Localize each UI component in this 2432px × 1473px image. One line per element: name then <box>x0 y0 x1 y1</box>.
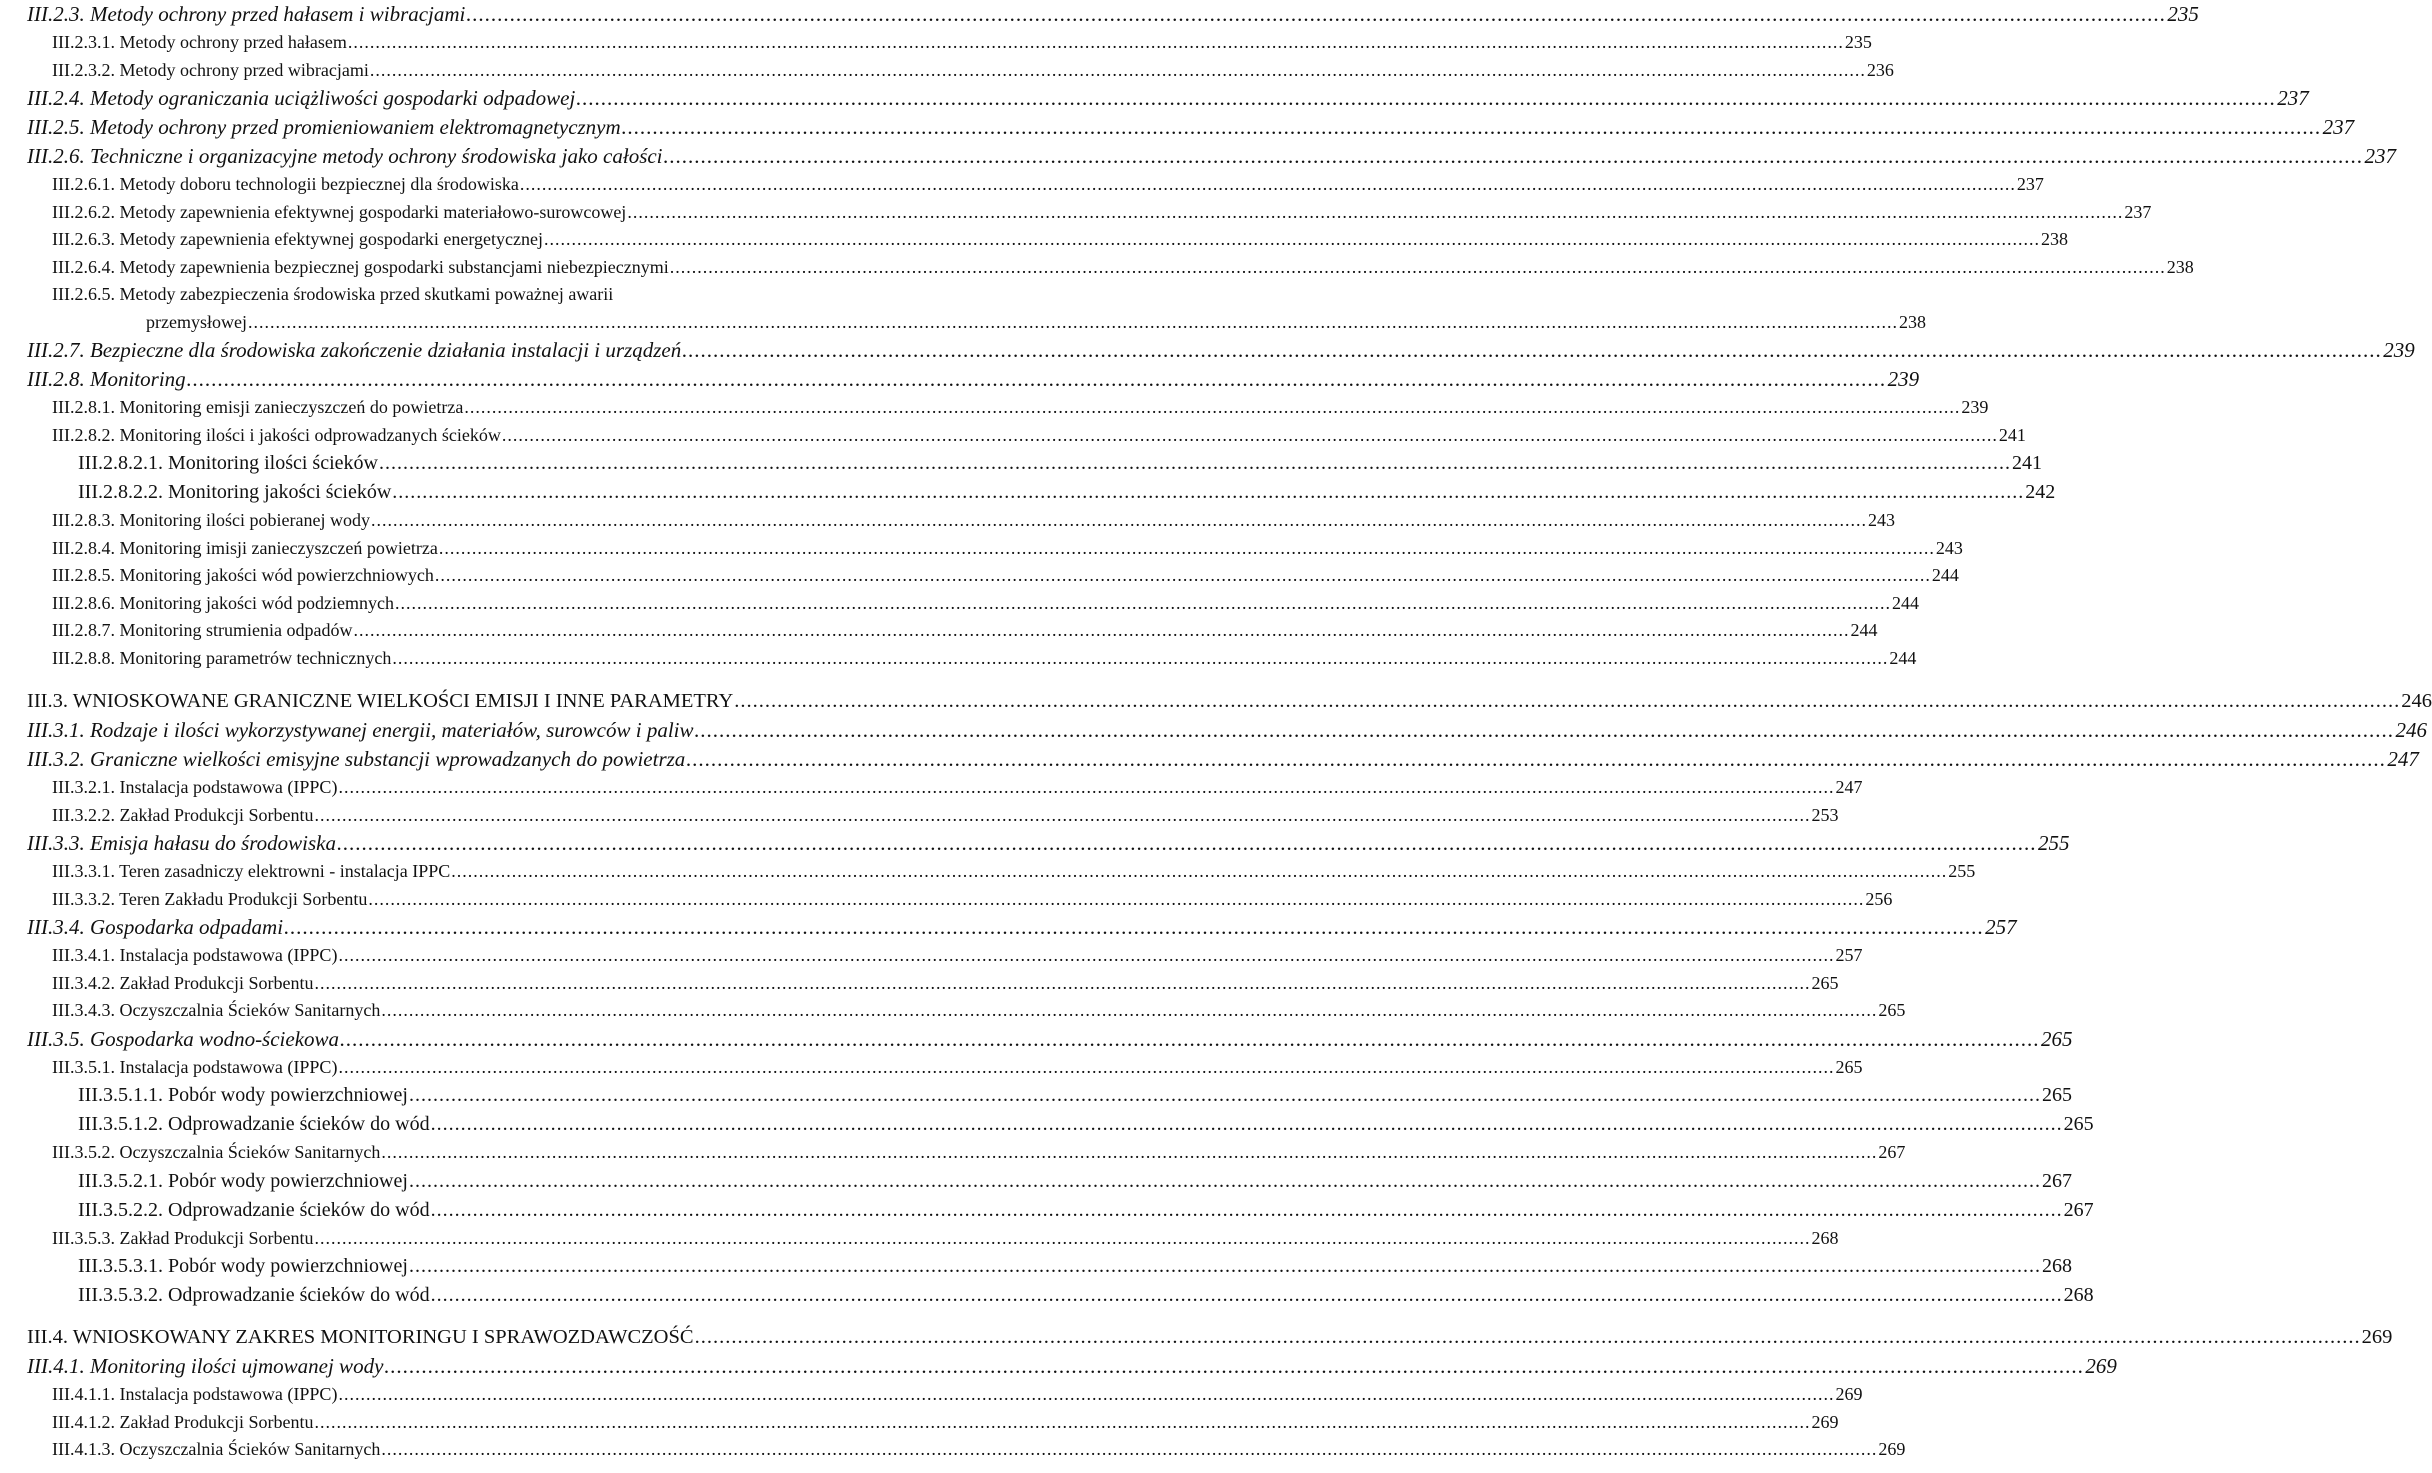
toc-leader-dots <box>395 590 1891 618</box>
toc-entry[interactable] <box>27 84 2309 113</box>
toc-page-number: 241 <box>2011 452 2042 474</box>
toc-page-number: 235 <box>2167 2 2199 26</box>
toc-leader-dots <box>435 562 1931 590</box>
toc-entry-title: III.2.6. Techniczne i organizacyjne metody ochrony środowiska jako całości <box>27 144 663 168</box>
toc-leader-dots <box>314 802 1810 830</box>
toc-entry[interactable] <box>27 1139 1906 1167</box>
toc-leader-dots <box>379 449 2011 478</box>
toc-entry[interactable] <box>27 1381 1863 1409</box>
toc-page-number: 241 <box>1998 424 2026 445</box>
toc-leader-dots <box>431 1281 2063 1310</box>
toc-entry-title: III.4. WNIOSKOWANY ZAKRES MONITORINGU I SPRAWOZDAWCZOŚĆ <box>27 1326 694 1348</box>
toc-leader-dots <box>686 745 2386 774</box>
toc-entry-title: III.2.6.3. Metody zapewnienia efektywnej gospodarki energetycznej <box>52 229 543 249</box>
toc-page-number: 269 <box>2085 1354 2117 1378</box>
toc-entry[interactable] <box>27 970 1839 998</box>
toc-page-number: 269 <box>1835 1384 1863 1404</box>
toc-page-number: 244 <box>1931 565 1959 585</box>
toc-page-number: 265 <box>1835 1056 1863 1077</box>
toc-leader-dots <box>381 997 1877 1025</box>
toc-page-number: 256 <box>1865 888 1893 909</box>
toc-entry[interactable] <box>27 645 1917 673</box>
toc-entry-title: III.2.6.1. Metody doboru technologii bezpiecznej dla środowiska <box>52 174 519 194</box>
toc-entry-title: III.2.8.2. Monitoring ilości i jakości odprowadzanych ścieków <box>52 424 501 445</box>
toc-page-number: 238 <box>2166 256 2194 277</box>
toc-leader-dots <box>466 0 2166 29</box>
toc-entry-title: III.2.6.4. Metody zapewnienia bezpiecznej gospodarki substancjami niebezpiecznymi <box>52 256 669 277</box>
toc-entry-title: III.2.3.2. Metody ochrony przed wibracjami <box>52 59 369 80</box>
toc-entry-title: III.2.8. Monitoring <box>27 367 186 391</box>
toc-entry[interactable] <box>27 802 1839 830</box>
toc-page-number: 268 <box>1811 1227 1839 1248</box>
toc-entry-title: III.3.4.3. Oczyszczalnia Ścieków Sanitarnych <box>52 1000 381 1020</box>
toc-page-number: 247 <box>1835 777 1863 797</box>
toc-entry-title: III.3.4.1. Instalacja podstawowa (IPPC) <box>52 945 338 965</box>
toc-entry[interactable] <box>27 365 1920 394</box>
toc-entry[interactable] <box>27 281 1926 336</box>
toc-leader-dots <box>284 913 1984 942</box>
toc-page-number: 243 <box>1935 537 1963 558</box>
toc-leader-dots <box>392 645 1888 673</box>
toc-page-number: 244 <box>1891 592 1919 613</box>
toc-leader-dots <box>502 422 1998 450</box>
toc-entry[interactable] <box>27 829 2070 858</box>
toc-leader-dots <box>381 1436 1877 1464</box>
toc-entry-title: III.3.3.2. Teren Zakładu Produkcji Sorbentu <box>52 888 368 909</box>
toc-leader-dots <box>340 1025 2040 1054</box>
toc-entry-title: III.3.3. Emisja hałasu do środowiska <box>27 831 336 855</box>
toc-entry[interactable] <box>27 1025 2073 1054</box>
toc-leader-dots <box>439 535 1935 563</box>
toc-entry-title: III.3.5.1.2. Odprowadzanie ścieków do wód <box>78 1113 430 1135</box>
toc-leader-dots <box>464 394 1960 422</box>
toc-page-number: 265 <box>2041 1026 2073 1051</box>
toc-page-number: 257 <box>1835 945 1863 965</box>
section-gap <box>27 672 953 686</box>
toc-entry[interactable] <box>27 1436 1906 1464</box>
toc-entry[interactable] <box>27 1322 2393 1352</box>
toc-entry-title: III.2.3.1. Metody ochrony przed hałasem <box>52 32 347 52</box>
toc-entry[interactable] <box>27 1167 2072 1196</box>
toc-page-number: 235 <box>1844 32 1872 52</box>
toc-page-number: 242 <box>2025 481 2056 503</box>
toc-entry[interactable] <box>27 590 1919 618</box>
toc-entry[interactable] <box>27 1081 2072 1110</box>
toc-leader-dots <box>520 171 2016 199</box>
toc-entry-title: III.3.5.1.1. Pobór wody powierzchniowej <box>78 1084 408 1106</box>
toc-entry-title: III.3.1. Rodzaje i ilości wykorzystywanej energii, materiałów, surowców i paliw <box>27 718 694 742</box>
toc-page-number: 257 <box>1985 915 2017 939</box>
toc-entry-title: III.2.8.8. Monitoring parametrów technicznych <box>52 647 392 668</box>
toc-entry[interactable] <box>27 226 2068 254</box>
toc-leader-dots <box>384 1352 2084 1381</box>
toc-leader-dots <box>338 1381 1834 1409</box>
toc-entry-title: III.3.5. Gospodarka wodno-ściekowa <box>27 1026 340 1051</box>
toc-page-number: 265 <box>2063 1113 2094 1135</box>
toc-entry[interactable] <box>27 1110 2094 1139</box>
toc-entry[interactable] <box>27 478 2056 507</box>
toc-entry-title: III.4.1. Monitoring ilości ujmowanej wody <box>27 1354 384 1378</box>
toc-page-number: 269 <box>1811 1411 1839 1432</box>
toc-entry-title: III.2.3. Metody ochrony przed hałasem i wibracjami <box>27 2 466 26</box>
toc-entry-title: III.2.4. Metody ograniczania uciążliwości gospodarki odpadowej <box>27 86 576 110</box>
toc-page-number: 247 <box>2387 747 2419 771</box>
toc-page-number: 269 <box>2361 1326 2393 1348</box>
toc-leader-dots <box>576 84 2276 113</box>
toc-entry[interactable] <box>27 1409 1839 1437</box>
toc-entry[interactable] <box>27 562 1959 590</box>
toc-leader-dots <box>314 1409 1810 1437</box>
toc-page-number: 268 <box>2063 1284 2094 1306</box>
toc-leader-dots <box>622 113 2322 142</box>
toc-page-number: 238 <box>2040 229 2068 249</box>
toc-page-number: 239 <box>2383 338 2415 362</box>
toc-entry[interactable] <box>27 1225 1839 1253</box>
toc-leader-dots <box>544 226 2040 254</box>
toc-entry[interactable] <box>27 942 1863 970</box>
toc-page-number: 237 <box>2016 174 2044 194</box>
toc-entry[interactable] <box>27 254 2194 282</box>
toc-entry-title: III.4.1.1. Instalacja podstawowa (IPPC) <box>52 1384 338 1404</box>
toc-leader-dots <box>695 716 2395 745</box>
toc-entry-title: III.3.5.2.1. Pobór wody powierzchniowej <box>78 1169 408 1192</box>
toc-page-number: 253 <box>1811 804 1839 825</box>
toc-leader-dots <box>409 1167 2041 1196</box>
toc-leader-dots <box>337 829 2037 858</box>
toc-entry-title: III.3.5.2.2. Odprowadzanie ścieków do wód <box>78 1198 430 1221</box>
toc-page-number: 239 <box>1887 367 1920 391</box>
toc-page-number: 265 <box>1811 972 1839 993</box>
toc-leader-dots <box>314 1225 1810 1253</box>
toc-entry-title: III.3.5.3.2. Odprowadzanie ścieków do wód <box>78 1284 430 1306</box>
toc-leader-dots <box>368 886 1864 914</box>
toc-page-number: 238 <box>1898 311 1926 332</box>
toc-entry-title: III.3.2.1. Instalacja podstawowa (IPPC) <box>52 777 338 797</box>
toc-leader-dots <box>348 29 1844 57</box>
toc-entry[interactable] <box>27 913 2017 942</box>
toc-leader-dots <box>431 1196 2063 1225</box>
toc-entry-title: III.2.5. Metody ochrony przed promieniowaniem elektromagnetycznym <box>27 115 621 139</box>
toc-entry[interactable] <box>27 997 1906 1025</box>
toc-entry-title: III.3.4.2. Zakład Produkcji Sorbentu <box>52 972 314 993</box>
toc-entry-title: III.2.8.4. Monitoring imisji zanieczyszczeń powietrza <box>52 537 438 558</box>
toc-entry[interactable] <box>27 1352 2117 1381</box>
toc-page-number: 237 <box>2277 86 2309 110</box>
toc-entry[interactable] <box>27 745 2419 774</box>
toc-entry-title-continuation: przemysłowej <box>146 311 247 332</box>
toc-entry[interactable] <box>27 886 1893 914</box>
toc-entry[interactable] <box>27 394 1989 422</box>
toc-page-number: 267 <box>2041 1169 2072 1192</box>
toc-leader-dots <box>187 365 1887 394</box>
toc-entry[interactable] <box>27 686 2432 716</box>
toc-entry[interactable] <box>27 858 1976 886</box>
toc-leader-dots <box>451 858 1947 886</box>
toc-page-number: 265 <box>1878 1000 1906 1020</box>
toc-entry-title: III.3.5.3. Zakład Produkcji Sorbentu <box>52 1227 314 1248</box>
toc-entry-title: III.3.3.1. Teren zasadniczy elektrowni - instalacja IPPC <box>52 861 451 881</box>
toc-leader-dots <box>314 970 1810 998</box>
toc-page-number: 243 <box>1867 510 1895 530</box>
toc-entry[interactable] <box>27 171 2044 199</box>
toc-entry-title: III.3.2.2. Zakład Produkcji Sorbentu <box>52 804 314 825</box>
toc-page-number: 246 <box>2401 690 2432 712</box>
toc-page-number: 255 <box>2037 831 2070 855</box>
toc-leader-dots <box>338 774 1834 802</box>
toc-page-number: 237 <box>2322 115 2355 139</box>
toc-leader-dots <box>381 1139 1877 1167</box>
toc-page-number: 236 <box>1866 59 1894 80</box>
toc-leader-dots <box>371 507 1867 535</box>
toc-entry[interactable] <box>27 0 2199 29</box>
toc-entry[interactable] <box>27 535 1963 563</box>
toc-entry-title: III.3.5.2. Oczyszczalnia Ścieków Sanitarnych <box>52 1142 381 1162</box>
toc-entry[interactable] <box>27 336 2415 365</box>
toc-entry[interactable] <box>27 113 2355 142</box>
toc-entry[interactable] <box>27 1054 1863 1082</box>
toc-page-number: 237 <box>2364 144 2397 168</box>
toc-page-number: 244 <box>1889 647 1917 668</box>
toc-entry-title: III.3.5.1. Instalacja podstawowa (IPPC) <box>52 1056 338 1077</box>
toc-entry-title: III.2.6.5. Metody zabezpieczenia środowiska przed skutkami poważnej awarii <box>52 284 614 304</box>
toc-entry[interactable] <box>27 1252 2072 1281</box>
toc-entry-title: III.3.5.3.1. Pobór wody powierzchniowej <box>78 1255 408 1277</box>
toc-entry-title: III.3.4. Gospodarka odpadami <box>27 915 284 939</box>
toc-entry-title: III.2.8.3. Monitoring ilości pobieranej wody <box>52 510 370 530</box>
toc-leader-dots <box>353 617 1849 645</box>
toc-page-number: 239 <box>1961 397 1989 417</box>
toc-page-number: 255 <box>1948 861 1976 881</box>
toc-entry-title: III.4.1.3. Oczyszczalnia Ścieków Sanitarnych <box>52 1439 381 1459</box>
toc-leader-dots <box>682 336 2382 365</box>
toc-entry[interactable] <box>27 422 2026 450</box>
toc-entry[interactable] <box>27 449 2042 478</box>
toc-entry-title: III.2.8.2.2. Monitoring jakości ścieków <box>78 481 392 503</box>
table-of-contents <box>27 0 2432 1464</box>
toc-page-number: 246 <box>2395 718 2427 742</box>
toc-entry[interactable] <box>27 57 1894 85</box>
toc-leader-dots <box>670 254 2166 282</box>
toc-leader-dots <box>409 1252 2041 1281</box>
toc-entry[interactable] <box>27 199 2152 227</box>
toc-entry-title: III.2.8.5. Monitoring jakości wód powierzchniowych <box>52 565 434 585</box>
toc-page-number: 237 <box>2124 201 2152 222</box>
toc-entry[interactable] <box>27 1196 2094 1225</box>
toc-leader-dots <box>338 1054 1834 1082</box>
toc-entry-title: III.2.6.2. Metody zapewnienia efektywnej gospodarki materiałowo-surowcowej <box>52 201 627 222</box>
toc-entry[interactable] <box>27 1281 2094 1310</box>
toc-page-number: 267 <box>2063 1198 2094 1221</box>
section-gap <box>27 1310 953 1322</box>
toc-page-number: 269 <box>1878 1439 1906 1459</box>
toc-entry-title: III.2.8.6. Monitoring jakości wód podziemnych <box>52 592 394 613</box>
toc-entry[interactable] <box>27 142 2397 171</box>
toc-leader-dots <box>695 1322 2361 1352</box>
toc-entry[interactable] <box>27 617 1878 645</box>
toc-page-number: 244 <box>1850 620 1878 640</box>
toc-entry-title: III.2.8.1. Monitoring emisji zanieczyszczeń do powietrza <box>52 397 464 417</box>
toc-leader-dots <box>409 1081 2041 1110</box>
toc-leader-dots <box>370 57 1866 85</box>
toc-entry-title: III.4.1.2. Zakład Produkcji Sorbentu <box>52 1411 314 1432</box>
toc-entry-title: III.3. WNIOSKOWANE GRANICZNE WIELKOŚCI EMISJI I INNE PARAMETRY <box>27 690 734 712</box>
toc-leader-dots <box>392 478 2024 507</box>
toc-entry-title: III.2.8.7. Monitoring strumienia odpadów <box>52 620 353 640</box>
toc-page-number: 265 <box>2041 1084 2072 1106</box>
toc-leader-dots <box>431 1110 2063 1139</box>
toc-entry-title: III.2.7. Bezpieczne dla środowiska zakończenie działania instalacji i urządzeń <box>27 338 682 362</box>
toc-entry-title: III.3.2. Graniczne wielkości emisyjne substancji wprowadzanych do powietrza <box>27 747 686 771</box>
toc-leader-dots <box>664 142 2364 171</box>
toc-leader-dots <box>734 686 2400 716</box>
toc-leader-dots <box>338 942 1834 970</box>
toc-page-number: 268 <box>2041 1255 2072 1277</box>
toc-leader-dots <box>627 199 2123 227</box>
toc-entry[interactable] <box>27 29 1872 57</box>
toc-entry[interactable] <box>27 774 1863 802</box>
toc-entry-title: III.2.8.2.1. Monitoring ilości ścieków <box>78 452 378 474</box>
toc-entry[interactable] <box>27 716 2427 745</box>
toc-entry[interactable] <box>27 507 1895 535</box>
toc-leader-dots: ............................................................................................................................................................................................................................................................................................................ <box>247 311 1898 332</box>
toc-page-number: 267 <box>1878 1142 1906 1162</box>
